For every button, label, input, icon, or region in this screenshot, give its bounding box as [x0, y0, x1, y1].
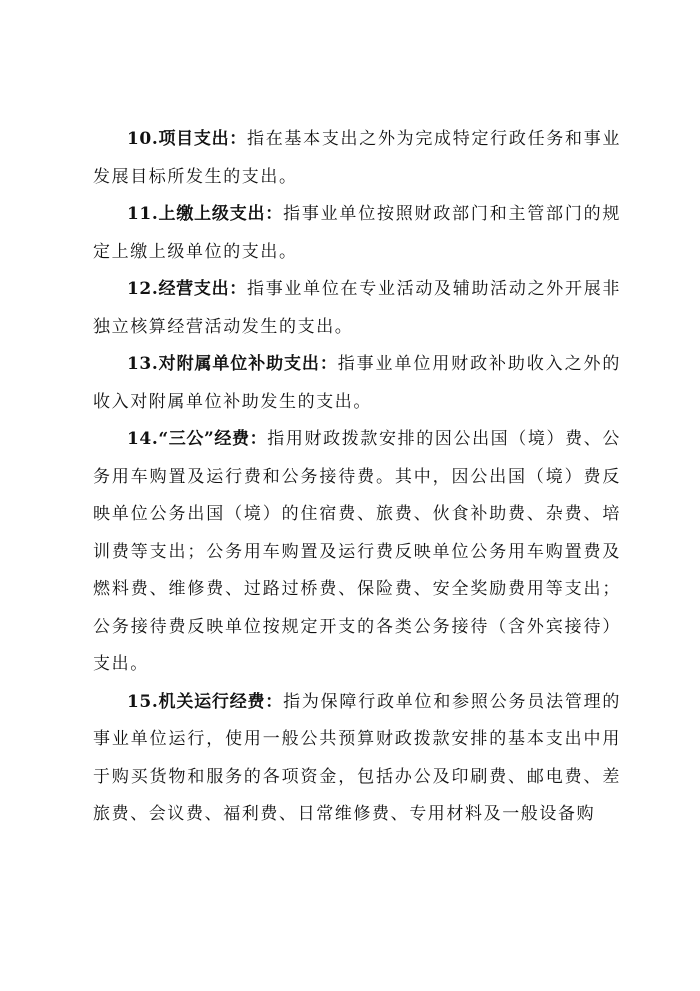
term-definition: 指事业单位按照财政部门和主管部门的规定上缴上级单位的支出。 [93, 204, 621, 262]
paragraph-item-11 [93, 196, 621, 271]
term-label: 15.机关运行经费： [127, 691, 284, 712]
term-label: 13.对附属单位补助支出： [127, 354, 338, 374]
term-definition: 指事业单位用财政补助收入之外的收入对附属单位补助发生的支出。 [93, 354, 621, 412]
paragraph-item-14 [93, 421, 621, 684]
term-label: 10.项目支出： [127, 129, 248, 149]
term-label: 14.“三公”经费： [127, 429, 268, 449]
paragraph-item-10 [93, 121, 621, 196]
paragraph-item-15 [93, 684, 621, 834]
document-body [93, 121, 621, 834]
term-definition: 指事业单位在专业活动及辅助活动之外开展非独立核算经营活动发生的支出。 [93, 279, 621, 337]
term-definition: 指用财政拨款安排的因公出国（境）费、公务用车购置及运行费和公务接待费。其中，因公出国（境）费反映单位公务出国（境）的住宿费、旅费、伙食补助费、杂费、培训费等支出；公务用车购置及运行费反映单位公务用车购置费及燃料费、维修费、过路过桥费、保险费、安全奖励费用等支出；公务接待费反映单位按规定开支的各类公务接待（含外宾接待）支出。 [93, 429, 621, 674]
paragraph-item-13 [93, 346, 621, 421]
term-definition: 指为保障行政单位和参照公务员法管理的事业单位运行，使用一般公共预算财政拨款安排的基本支出中用于购买货物和服务的各项资金，包括办公及印刷费、邮电费、差旅费、会议费、福利费、日常维修费、专用材料及一般设备购 [93, 691, 621, 824]
term-label: 12.经营支出： [127, 279, 248, 299]
paragraph-item-12 [93, 271, 621, 346]
term-definition: 指在基本支出之外为完成特定行政任务和事业发展目标所发生的支出。 [93, 129, 621, 187]
term-label: 11.上缴上级支出： [127, 204, 284, 224]
